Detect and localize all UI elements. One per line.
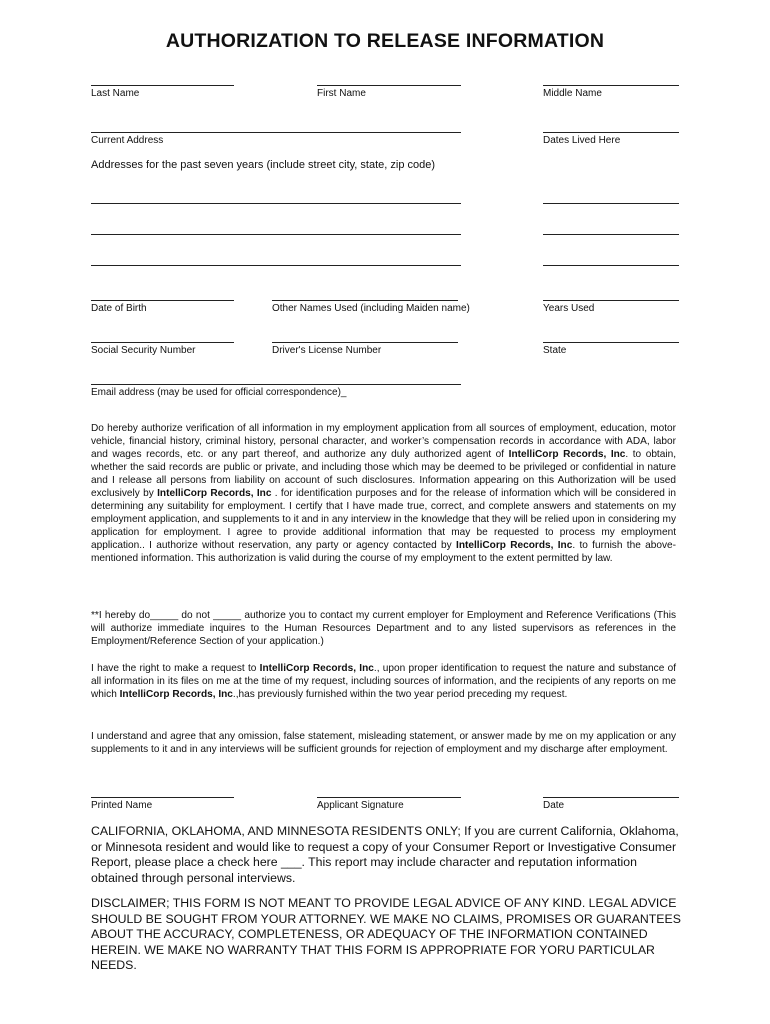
applicant-signature-label: Applicant Signature bbox=[317, 800, 404, 811]
printed-name-field[interactable] bbox=[91, 797, 234, 798]
date-of-birth-field[interactable] bbox=[91, 300, 234, 301]
years-used-label: Years Used bbox=[543, 303, 595, 314]
other-names-label: Other Names Used (including Maiden name) bbox=[272, 303, 470, 314]
printed-name-label: Printed Name bbox=[91, 800, 153, 811]
dates-lived-here-label: Dates Lived Here bbox=[543, 135, 621, 146]
current-address-label: Current Address bbox=[91, 135, 164, 146]
company-name: IntelliCorp Records, Inc bbox=[119, 689, 233, 700]
first-name-label: First Name bbox=[317, 88, 366, 99]
middle-name-field[interactable] bbox=[543, 85, 679, 86]
other-names-field[interactable] bbox=[272, 300, 458, 301]
omission-paragraph: I understand and agree that any omission, false statement, misleading statement, or answer made by me on my application or any supplements to it and in any interviews will be sufficient grounds for rejection of employment and my discharge after employment. bbox=[91, 731, 676, 755]
date-of-birth-label: Date of Birth bbox=[91, 303, 147, 314]
company-name: IntelliCorp Records, Inc bbox=[508, 449, 626, 460]
drivers-license-field[interactable] bbox=[272, 342, 458, 343]
dates-lived-here-field[interactable] bbox=[543, 132, 679, 133]
email-label: Email address (may be used for official correspondence)_ bbox=[91, 387, 347, 398]
last-name-label: Last Name bbox=[91, 88, 140, 99]
prior-address-field-2[interactable] bbox=[91, 234, 461, 235]
company-name: IntelliCorp Records, Inc bbox=[456, 540, 573, 551]
prior-dates-field-2[interactable] bbox=[543, 234, 679, 235]
disclaimer: DISCLAIMER; THIS FORM IS NOT MEANT TO PROVIDE LEGAL ADVICE OF ANY KIND. LEGAL ADVICE SHOULD BE SOUGHT FROM YOUR ATTORNEY. WE MAKE NO CLAIMS, PROMISES OR GUARANTEES ABOUT THE ACCURACY, COMPLETENESS, OR ADEQUACY OF THE INFORMATION CONTAINED HEREIN. WE MAKE NO WARRANTY THAT THIS FORM IS APPROPRIATE FOR YORU PARTICULAR NEEDS. bbox=[91, 896, 681, 973]
prior-dates-field-3[interactable] bbox=[543, 265, 679, 266]
prior-address-field-3[interactable] bbox=[91, 265, 461, 266]
current-address-field[interactable] bbox=[91, 132, 461, 133]
prior-dates-field-1[interactable] bbox=[543, 203, 679, 204]
email-field[interactable] bbox=[91, 384, 461, 385]
state-label: State bbox=[543, 345, 567, 356]
company-name: IntelliCorp Records, Inc bbox=[157, 488, 272, 499]
ssn-label: Social Security Number bbox=[91, 345, 196, 356]
authorization-paragraph: Do hereby authorize verification of all information in my employment application from all sources of employment, education, motor vehicle, financial history, criminal history, personal character, and worker’s compensation records in accordance with ADA, labor and wages records, etc. or any part thereof, and authorize any duly authorized agent of IntelliCorp Records, Inc. to obtain, whether the said records are public or private, and including those which may be deemed to be privileged or confidential in nature and I release all persons from liability on account of such disclosures. Information appearing on this Authorization will be used exclusively by IntelliCorp Records, Inc . for identification purposes and for the release of information which will be considered in determining any suitability for employment. I certify that I have made true, correct, and complete answers and statements on my employment application, and supplements to it and in any interview in the knowledge that they will be relied upon in considering my application for employment. I agree to provide additional information that may be requested to process my employment application.. I authorize without reservation, any party or agency contacted by IntelliCorp Records, Inc. to furnish the above-mentioned information. This authorization is valid during the course of my employment to the extent permitted by law. bbox=[91, 423, 677, 564]
ssn-field[interactable] bbox=[91, 342, 234, 343]
addresses-instruction: Addresses for the past seven years (include street city, state, zip code) bbox=[91, 159, 436, 171]
applicant-signature-field[interactable] bbox=[317, 797, 461, 798]
request-rights-paragraph: I have the right to make a request to IntelliCorp Records, Inc., upon proper identification to request the nature and substance of all information in its files on me at the time of my request, including sources of information, and the recipients of any reports on me which IntelliCorp Records, Inc.,has previously furnished within the two year period preceding my request. bbox=[91, 663, 677, 700]
company-name: IntelliCorp Records, Inc bbox=[259, 663, 374, 674]
last-name-field[interactable] bbox=[91, 85, 234, 86]
state-residents-notice: CALIFORNIA, OKLAHOMA, AND MINNESOTA RESIDENTS ONLY; If you are current California, Oklahoma, or Minnesota resident and would like to request a copy of your Consumer Report or Investigative Consumer Report, please place a check here ___. This report may include character and reputation information obtained through personal interviews. bbox=[91, 824, 679, 885]
date-field[interactable] bbox=[543, 797, 679, 798]
state-field[interactable] bbox=[543, 342, 679, 343]
employer-contact-paragraph: **I hereby do_____ do not _____ authorize you to contact my current employer for Employment and Reference Verifications (This will authorize immediate inquires to the Human Resources Department and to any listed supervisors as references in the Employment/Reference Section of your application.) bbox=[91, 610, 676, 647]
first-name-field[interactable] bbox=[317, 85, 461, 86]
prior-address-field-1[interactable] bbox=[91, 203, 461, 204]
page-title: AUTHORIZATION TO RELEASE INFORMATION bbox=[165, 30, 605, 52]
years-used-field[interactable] bbox=[543, 300, 679, 301]
drivers-license-label: Driver's License Number bbox=[272, 345, 382, 356]
middle-name-label: Middle Name bbox=[543, 88, 602, 99]
date-label: Date bbox=[543, 800, 565, 811]
